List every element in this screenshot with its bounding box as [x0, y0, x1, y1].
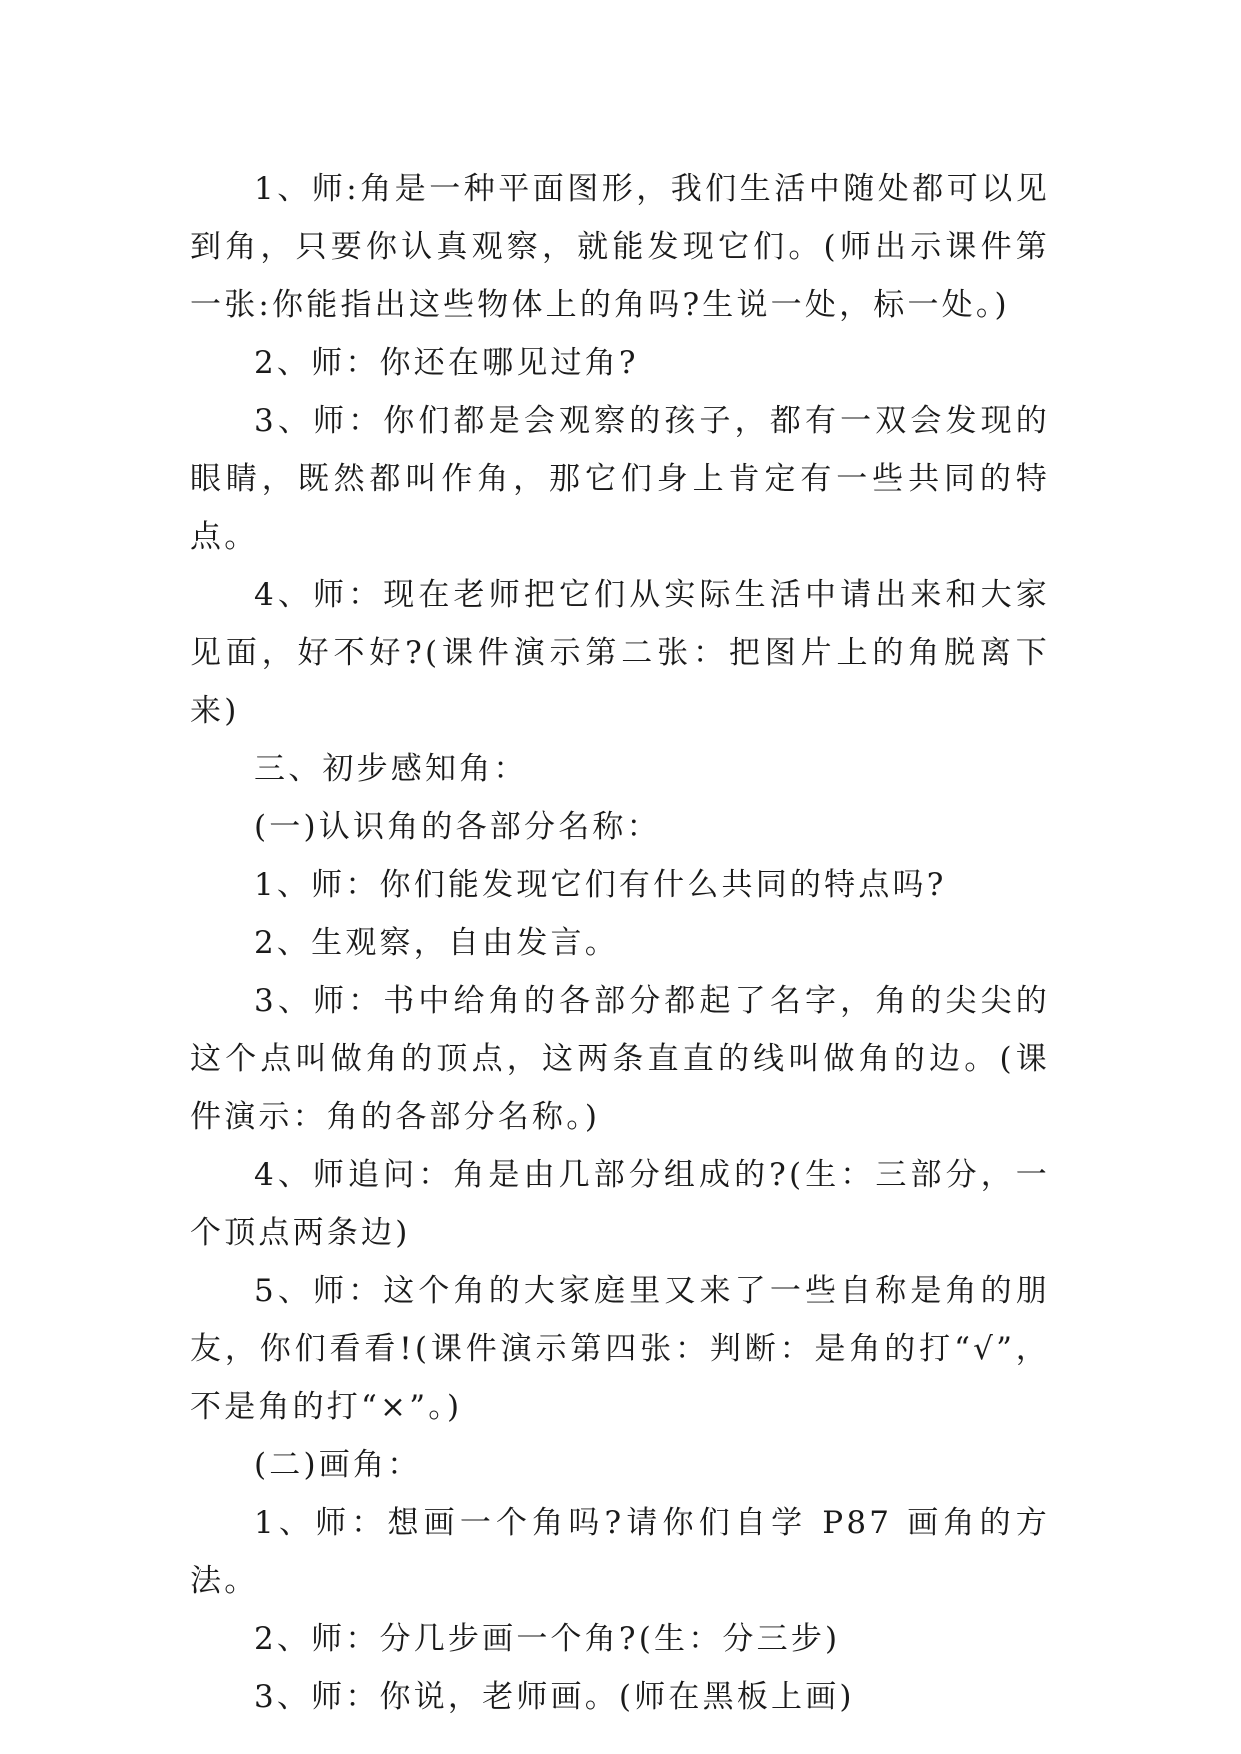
- paragraph-12: 3、师：你说，老师画。(师在黑板上画): [254, 1679, 855, 1715]
- document-body: [190, 160, 1050, 1726]
- section-heading-3: 三、初步感知角：: [254, 751, 528, 787]
- paragraph-11: 2、师：分几步画一个角?(生：分三步): [254, 1621, 841, 1657]
- paragraph-8: 4、师追问：角是由几部分组成的?(生：三部分，一个顶点两条边): [190, 1157, 1050, 1251]
- paragraph-1: 1、师:角是一种平面图形，我们生活中随处都可以见到角，只要你认真观察，就能发现它们。(师出示课件第一张:你能指出这些物体上的角吗?生说一处，标一处。): [190, 171, 1050, 323]
- paragraph-5: 1、师：你们能发现它们有什么共同的特点吗?: [254, 867, 947, 903]
- subsection-heading-2: (二)画角：: [254, 1447, 422, 1483]
- paragraph-7: 3、师：书中给角的各部分都起了名字，角的尖尖的这个点叫做角的顶点，这两条直直的线叫做角的边。(课件演示：角的各部分名称。): [190, 983, 1050, 1135]
- paragraph-10: 1、师：想画一个角吗?请你们自学 P87 画角的方法。: [190, 1505, 1050, 1599]
- subsection-heading-1: (一)认识角的各部分名称：: [254, 809, 661, 845]
- paragraph-4: 4、师：现在老师把它们从实际生活中请出来和大家见面，好不好?(课件演示第二张：把图片上的角脱离下来): [190, 577, 1050, 729]
- paragraph-3: 3、师：你们都是会观察的孩子，都有一双会发现的眼睛，既然都叫作角，那它们身上肯定有一些共同的特点。: [190, 403, 1050, 555]
- paragraph-9: 5、师：这个角的大家庭里又来了一些自称是角的朋友，你们看看!(课件演示第四张：判断：是角的打“√”，不是角的打“×”。): [190, 1273, 1050, 1425]
- paragraph-6: 2、生观察，自由发言。: [254, 925, 619, 961]
- paragraph-2: 2、师：你还在哪见过角?: [254, 345, 639, 381]
